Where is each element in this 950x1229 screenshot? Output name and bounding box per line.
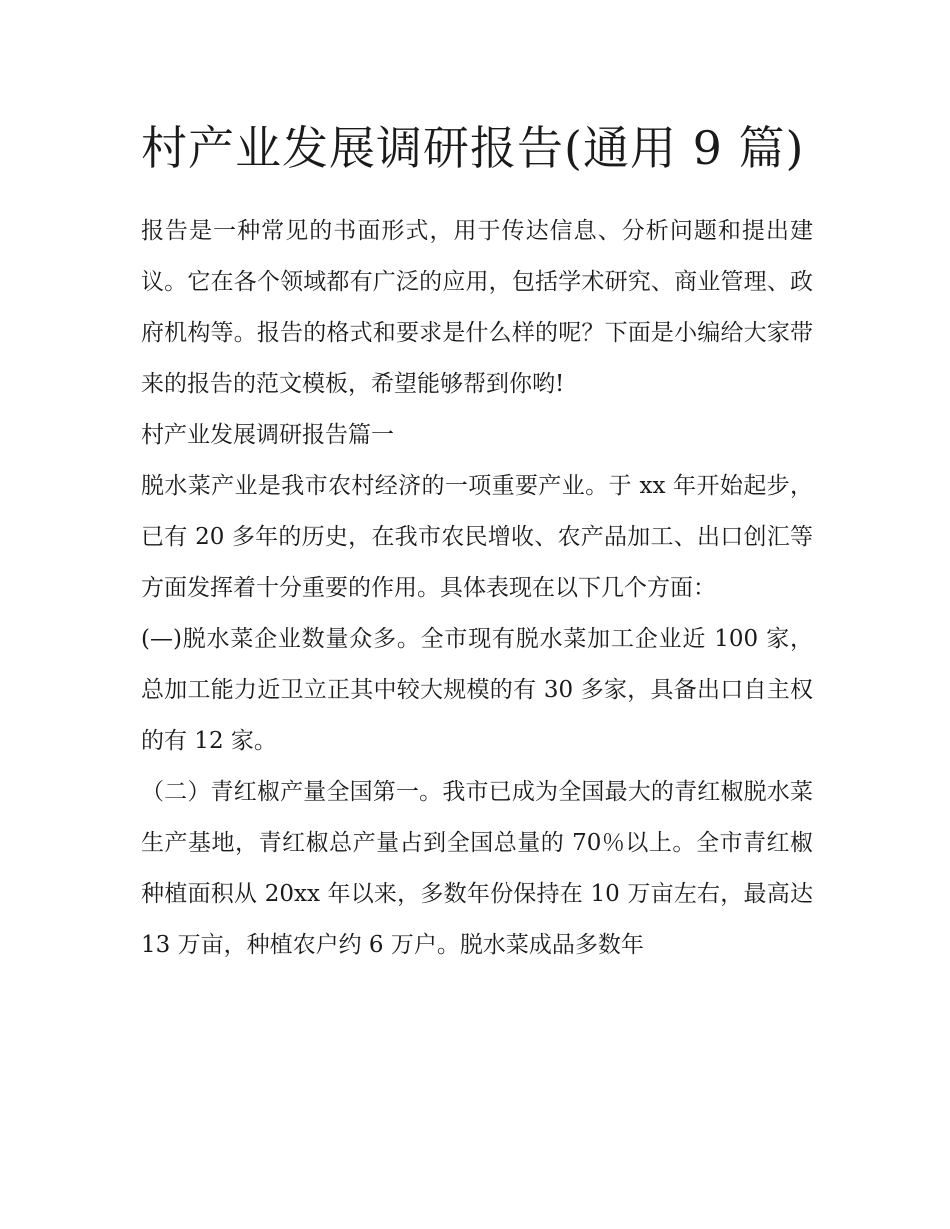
document-title: 村产业发展调研报告(通用 9 篇): [141, 121, 805, 175]
section-heading: 村产业发展调研报告篇一: [141, 422, 394, 448]
document-body: [141, 206, 813, 971]
body-paragraph: （二）青红椒产量全国第一。我市已成为全国最大的青红椒脱水菜生产基地，青红椒总产量占到全国总量的 70％以上。全市青红椒种植面积从 20xx 年以来，多数年份保持在 10 万亩左右，最高达 13 万亩，种植农户约 6 万户。脱水菜成品多数年: [141, 779, 813, 958]
intro-paragraph: 报告是一种常见的书面形式，用于传达信息、分析问题和提出建议。它在各个领域都有广泛的应用，包括学术研究、商业管理、政府机构等。报告的格式和要求是什么样的呢？下面是小编给大家带来的报告的范文模板，希望能够帮到你哟!: [141, 218, 813, 397]
document-page: [141, 112, 813, 971]
body-paragraph: (—)脱水菜企业数量众多。全市现有脱水菜加工企业近 100 家，总加工能力近卫立正其中较大规模的有 30 多家，具备出口自主权的有 12 家。: [141, 626, 813, 754]
body-paragraph: 脱水菜产业是我市农村经济的一项重要产业。于 xx 年开始起步，已有 20 多年的历史，在我市农民增收、农产品加工、出口创汇等方面发挥着十分重要的作用。具体表现在以下几个方面：: [141, 473, 813, 601]
